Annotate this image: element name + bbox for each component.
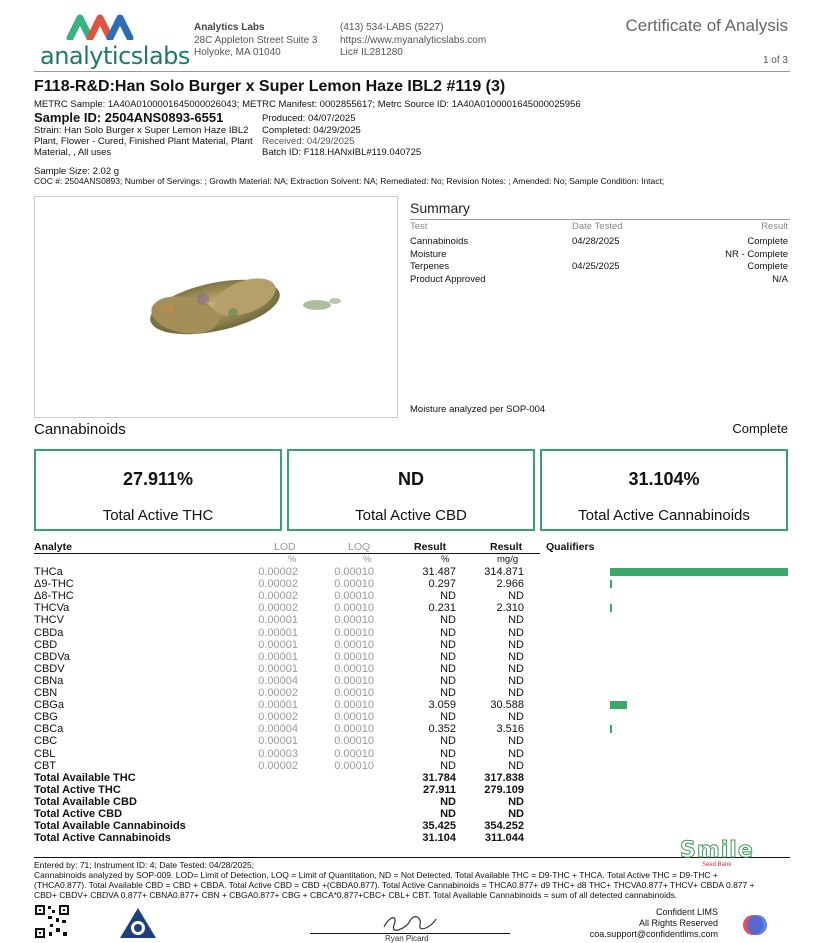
analyte-row [34,651,790,663]
analyte-result-pct: ND [440,614,456,627]
analyte-name: Δ9-THC [34,578,74,591]
analyte-row [34,711,790,723]
summary-heading: Summary [410,200,470,216]
total-active-cannabinoids-value: 31.104% [628,469,700,489]
analyte-result-pct: ND [440,638,456,651]
analyte-loq: 0.00010 [334,674,374,687]
summary-test: Terpenes [410,261,450,272]
analyte-name: CBDa [34,626,64,639]
analyte-result-mg: 2.310 [496,602,524,615]
footer-line2: Cannabinoids analyzed by SOP-009. LOD= Limit of Detection, LOQ = Limit of Quantitation, ND = Not Detected. Total Available THC = D9-THC + THCA. Total Active THC = D9-THC + [34,870,718,880]
total-row [34,784,790,796]
analyte-name: CBG [34,711,58,724]
received-date: Received: 04/29/2025 [262,136,355,147]
analyte-result-mg: ND [508,650,524,663]
analyte-name: THCa [34,566,63,578]
flower-image [35,197,397,417]
analyte-result-mg: ND [508,711,524,724]
analyte-loq: 0.00010 [334,626,374,639]
analyte-result-pct: 31.487 [422,566,456,578]
analyte-result-pct: ND [440,759,456,772]
page-number: 1 of 3 [762,55,788,66]
analyte-name: CBD [34,638,58,651]
analyte-loq: 0.00010 [334,723,374,736]
lims-email[interactable]: coa.support@confidentlims.com [589,929,718,939]
summary-col-test: Test [410,221,428,232]
analyte-name: THCVa [34,602,70,615]
analyte-result-pct: ND [440,735,456,748]
analyte-result-pct: 3.059 [428,699,456,712]
analyte-result-mg: ND [508,759,524,772]
analyte-row [34,578,790,590]
analyte-result-mg: ND [508,662,524,675]
analyte-lod: 0.00001 [258,662,298,675]
analyte-lod: 0.00002 [258,711,298,724]
total-result-pct: ND [440,808,456,820]
lab-license: Lic# IL281280 [340,47,403,58]
qualifier-bar [610,604,612,612]
analyte-row [34,699,790,711]
analyte-loq: 0.00010 [334,602,374,615]
summary-result: NR - Complete [725,248,788,260]
analyte-name: CBNa [34,674,64,687]
analyte-result-pct: ND [440,662,456,675]
analyte-result-pct: ND [440,626,456,639]
analyte-name: CBCa [34,723,64,736]
analyte-loq: 0.00010 [334,759,374,772]
col-lod: LOD [274,541,296,553]
analyte-name: Δ8-THC [34,590,74,603]
analyte-result-pct: 0.231 [428,602,456,615]
analyte-result-mg: ND [508,614,524,627]
analyte-result-mg: ND [508,590,524,603]
qualifier-bar [610,580,612,588]
total-name: Total Active THC [34,783,121,796]
analyte-loq: 0.00010 [334,590,374,603]
total-active-cbd-label: Total Active CBD [355,507,467,524]
analyte-name: CBC [34,735,58,748]
analyte-row [34,760,790,772]
batch-id: Batch ID: F118.HANxIBL#119.040725 [262,147,422,158]
analyte-result-pct: ND [440,674,456,687]
analyte-result-mg: ND [508,747,524,760]
analyte-row [34,590,790,602]
lab-address2: Holyoke, MA 01040 [194,47,281,58]
analyte-lod: 0.00004 [258,723,298,736]
analyte-result-mg: 30.588 [490,699,524,712]
total-row [34,808,790,820]
total-row [34,772,790,784]
lab-website[interactable]: https://www.myanalyticslabs.com [340,35,487,46]
coc-line: COC #: 2504ANS0893; Number of Servings: ; Growth Material: NA; Extraction Solvent: NA; Remediated: No; Revision Notes: ; Amended: No; Sample Condition: Intact; [34,176,665,186]
summary-date: 04/25/2025 [572,261,620,272]
total-result-mg: 354.252 [484,820,524,833]
lab-name: Analytics Labs [194,22,265,33]
analyte-lod: 0.00002 [258,602,298,615]
qualifier-bar [610,568,788,576]
analyte-row [34,675,790,687]
analyte-lod: 0.00002 [258,578,298,591]
analyte-name: CBDV [34,662,65,675]
total-result-mg: ND [508,808,524,820]
seed-bank-sub: Seed Bank [702,862,732,868]
analyte-result-mg: ND [508,674,524,687]
analyte-name: CBDVa [34,650,70,663]
analyte-row [34,748,790,760]
analyte-row [34,627,790,639]
analyte-row [34,663,790,675]
document-title: Certificate of Analysis [625,16,788,35]
total-row [34,820,790,832]
table-header-rule [34,553,540,554]
qualifier-bar [610,725,612,733]
footer-line3: (THCA0.877). Total Available CBD = CBD + CBDA. Total Active CBD = CBD +(CBDA0.877). Total Active Cannabinoids = THCA0.877+ d9 THC+ d8 THC+ THCVA0.877+ THCV+ CBDA 0.877 + [34,880,755,890]
metrc-line: METRC Sample: 1A40A0100001645000026043; METRC Manifest: 0002855617; Metrc Source ID: 1A40A0100001645000025956 [34,99,581,110]
total-active-cannabinoids-box [540,449,788,531]
analyte-result-mg: 3.516 [496,723,524,736]
completed-date: Completed: 04/29/2025 [262,125,361,136]
logo-text: analyticslabs [40,42,190,70]
analyte-result-mg: ND [508,626,524,639]
unit-result-mg: mg/g [497,554,519,565]
analyte-name: CBL [34,747,56,760]
analyte-result-pct: 0.297 [428,578,456,591]
analyte-result-pct: ND [440,747,456,760]
analyte-loq: 0.00010 [334,650,374,663]
analyte-name: CBN [34,687,58,699]
total-active-thc-value: 27.911% [122,469,194,489]
total-result-pct: 27.911 [422,783,456,796]
analyte-result-mg: 2.966 [496,578,524,591]
summary-date: 04/28/2025 [572,236,620,247]
unit-result-pct: % [441,554,450,565]
summary-result: Complete [747,261,788,272]
analyte-loq: 0.00010 [334,638,374,651]
analyte-row [34,602,790,614]
summary-test: Product Approved [410,273,486,285]
qr-code-icon [34,904,70,939]
total-name: Total Available Cannabinoids [34,820,186,833]
confident-lims-icon [742,912,768,938]
analyte-row [34,639,790,651]
analyte-result-pct: ND [440,650,456,663]
total-result-mg: 311.044 [484,832,524,845]
summary-test: Moisture [410,248,447,260]
matrix: Plant, Flower - Cured, Finished Plant Material, Plant [34,136,253,147]
col-result-pct: Result [414,541,447,553]
material: Material, , All uses [34,147,112,158]
analyte-result-pct: ND [440,687,456,699]
strain: Strain: Han Solo Burger x Super Lemon Haze IBL2 [34,125,249,136]
total-result-pct: 31.784 [422,771,456,784]
analyte-result-mg: ND [508,687,524,699]
analyte-name: CBGa [34,699,64,712]
sample-title: F118-R&D:Han Solo Burger x Super Lemon Haze IBL2 #119 (3) [34,78,506,95]
analyte-row [34,614,790,626]
analyte-result-pct: 0.352 [428,723,456,736]
analyte-loq: 0.00010 [334,578,374,591]
total-active-thc-label: Total Active THC [102,507,214,524]
total-result-mg: ND [508,795,524,808]
lab-address1: 28C Appleton Street Suite 3 [194,35,318,46]
col-qualifiers: Qualifiers [546,541,595,553]
analyte-result-mg: ND [508,638,524,651]
total-result-pct: ND [440,795,456,808]
analyte-lod: 0.00002 [258,590,298,603]
analyte-lod: 0.00004 [258,674,298,687]
header-divider [34,71,790,72]
analyte-loq: 0.00010 [334,687,374,699]
sample-size: Sample Size: 2.02 g [34,166,120,177]
analyte-loq: 0.00010 [334,614,374,627]
analyte-lod: 0.00001 [258,699,298,712]
sample-photo [34,196,398,418]
lims-rights: All Rights Reserved [638,918,718,928]
analyte-lod: 0.00002 [258,566,298,578]
analyte-lod: 0.00002 [258,759,298,772]
total-active-cbd-value: ND [398,469,424,489]
unit-loq: % [363,554,372,565]
lims-name: Confident LIMS [655,907,718,917]
analyte-row [34,735,790,747]
total-row [34,796,790,808]
analyte-loq: 0.00010 [334,747,374,760]
signature-image [380,913,440,933]
analyte-lod: 0.00001 [258,614,298,627]
col-analyte: Analyte [34,541,72,553]
seed-bank-logo-text: Smile [680,838,754,863]
col-result-mg: Result [490,541,523,553]
summary-divider [410,219,790,220]
footer-line1: Entered by: 71; Instrument ID: 4; Date Tested: 04/28/2025; [34,860,255,870]
lab-phone: (413) 534-LABS (5227) [340,22,444,33]
total-result-pct: 31.104 [422,832,456,845]
total-name: Total Active Cannabinoids [34,832,171,845]
total-name: Total Active CBD [34,808,123,820]
analyte-row [34,723,790,735]
col-loq: LOQ [348,541,371,553]
footer-rule [34,857,790,858]
analyte-loq: 0.00010 [334,662,374,675]
analyte-loq: 0.00010 [334,699,374,712]
moisture-note: Moisture analyzed per SOP-004 [410,404,546,415]
total-name: Total Available THC [34,771,136,784]
analyte-result-pct: ND [440,711,456,724]
summary-col-result: Result [761,221,788,232]
total-result-pct: 35.425 [422,820,456,833]
analyte-lod: 0.00001 [258,735,298,748]
analyticslabs-logo-mark [66,10,138,40]
analyte-name: THCV [34,614,64,627]
unit-lod: % [288,554,297,565]
total-active-thc-box [34,449,282,531]
total-active-cannabinoids-label: Total Active Cannabinoids [578,507,750,524]
analyte-name: CBT [34,759,56,772]
total-name: Total Available CBD [34,795,137,808]
summary-result: N/A [772,273,788,285]
analyte-loq: 0.00010 [334,566,374,578]
analyte-result-mg: ND [508,735,524,748]
analyte-lod: 0.00002 [258,687,298,699]
produced-date: Produced: 04/07/2025 [262,113,356,124]
summary-result: Complete [747,236,788,247]
total-active-cbd-box [287,449,535,531]
analyte-result-pct: ND [440,590,456,603]
signer-name: Ryan Picard [385,934,429,943]
cannabinoids-status: Complete [732,421,788,436]
footer-line4: CBD+ CBDV+ CBDVA 0.877+ CBNA0.877+ CBN + CBGA0.877+ CBG + CBCA*0.877+CBC+ CBL+ CBT. Total Available Cannabinoids = sum of all detected cannabinoids. [34,890,678,900]
cannabinoids-heading: Cannabinoids [34,421,126,438]
analyte-loq: 0.00010 [334,711,374,724]
analyte-result-mg: 314.871 [484,566,524,578]
analyte-lod: 0.00001 [258,650,298,663]
seed-bank-logo [680,838,760,874]
qualifier-bar [610,701,627,709]
analyte-loq: 0.00010 [334,735,374,748]
analyte-row [34,687,790,699]
summary-test: Cannabinoids [410,236,469,247]
summary-col-date: Date Tested [572,221,623,232]
accreditation-icon [116,906,160,939]
total-result-mg: 279.109 [484,783,524,796]
analyte-lod: 0.00001 [258,638,298,651]
total-result-mg: 317.838 [484,771,524,784]
sample-id: Sample ID: 2504ANS0893-6551 [34,110,224,125]
analyte-lod: 0.00001 [258,626,298,639]
total-row [34,832,790,844]
analyte-lod: 0.00003 [258,747,298,760]
